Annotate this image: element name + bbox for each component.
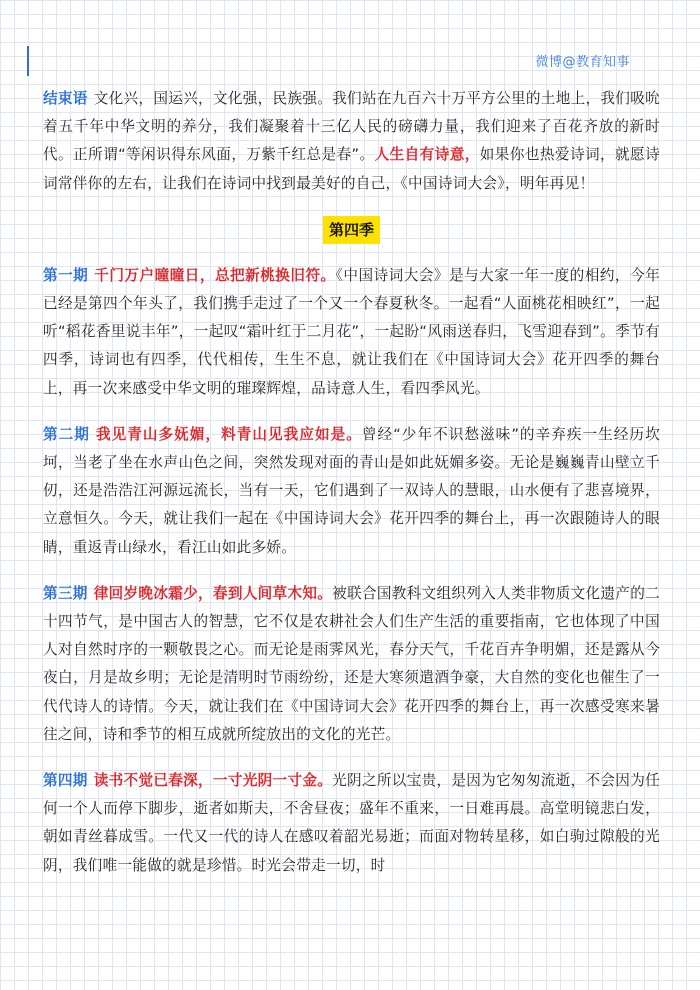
episode-4-paragraph: [43, 767, 660, 880]
closing-text-1: 文化兴，国运兴，文化强，民族强。我们站在九百六十万平方公里的土地上，我们吸吮着五千年中华文明的养分，我们凝聚着十三亿人民的磅礴力量，我们迎来了百花齐放的新时代。正所谓“等闲识得东风面，万紫千红总是春”。: [43, 90, 661, 164]
episode-label: 第二期: [43, 425, 90, 443]
episode-label: 第一期: [43, 266, 89, 284]
episode-highlight: 读书不觉已春深，一寸光阴一寸金。: [93, 772, 333, 790]
episode-label: 第四期: [43, 772, 88, 790]
episode-text: 被联合国教科文组织列入人类非物质文化遗产的二十四节气，是中国古人的智慧，它不仅是农耕社会人们生产生活的重要指南，它也体现了中国人对自然时序的一颗敬畏之心。而无论是雨霁风光，春分天气，千花百卉争明媚，还是露从今夜白，月是故乡明；无论是清明时节雨纷纷，还是大寒须遣酒争豪，大自然的变化也催生了一代代诗人的诗情。今天，就让我们在《中国诗词大会》花开四季的舞台上，再一次感受寒来暑往之间，诗和季节的相互成就所绽放出的文化的光芒。: [43, 584, 660, 743]
closing-text-2: 如果你也热爱诗词，就愿诗词常伴你的左右，让我们在诗词中找到最美好的自己，《中国诗词大会》，明年再见！: [43, 146, 660, 192]
episode-highlight: 千门万户曈曈日，总把新桃换旧符。: [94, 266, 336, 284]
episode-text: 曾经“少年不识愁滋味”的辛弃疾一生经历坎坷，当老了坐在水声山色之间，突然发现对面的青山是如此妩媚多姿。无论是巍巍青山壁立千仞，还是浩浩江河源远流长，当有一天，它们遇到了一双诗人的慧眼，山水便有了悲喜境界，立意恒久。今天，就让我们一起在《中国诗词大会》花开四季的舞台上，再一次跟随诗人的眼睛，重返青山绿水，看江山如此多娇。: [43, 425, 660, 556]
episode-highlight: 我见青山多妩媚，料青山见我应如是。: [95, 425, 362, 443]
document-body: [43, 85, 660, 898]
closing-paragraph: [43, 85, 660, 198]
episode-text: 光阴之所以宝贵，是因为它匆匆流逝，不会因为任何一个人而停下脚步，逝者如斯夫，不舍昼夜；盛年不重来，一日难再晨。高堂明镜悲白发，朝如青丝暮成雪。一代又一代的诗人在感叹着韶光易逝；而面对物转星移，如白驹过隙般的光阴，我们唯一能做的就是珍惜。时光会带走一切，时: [43, 772, 660, 874]
episode-highlight: 律回岁晚冰霜少，春到人间草木知。: [93, 584, 333, 602]
episode-1-paragraph: [43, 262, 660, 403]
season-heading: [43, 216, 660, 244]
watermark: 微博@教育知事: [535, 55, 630, 70]
header-accent-bar: [27, 46, 29, 76]
closing-highlight: 人生自有诗意，: [374, 146, 480, 164]
episode-2-paragraph: [43, 421, 660, 562]
episode-text: 《中国诗词大会》是与大家一年一度的相约，今年已经是第四个年头了，我们携手走过了一个又一个春夏秋冬。一起看“人面桃花相映红”，一起听“稻花香里说丰年”，一起叹“霜叶红于二月花”，一起盼“风雨送春归，飞雪迎春到”。季节有四季，诗词也有四季，代代相传，生生不息，就让我们在《中国诗词大会》花开四季的舞台上，再一次来感受中华文明的璀璨辉煌，品诗意人生，看四季风光。: [43, 266, 660, 397]
episode-3-paragraph: [43, 580, 660, 749]
closing-label: 结束语: [43, 90, 88, 107]
episode-label: 第三期: [43, 584, 88, 602]
season-title: 第四季: [323, 216, 380, 244]
